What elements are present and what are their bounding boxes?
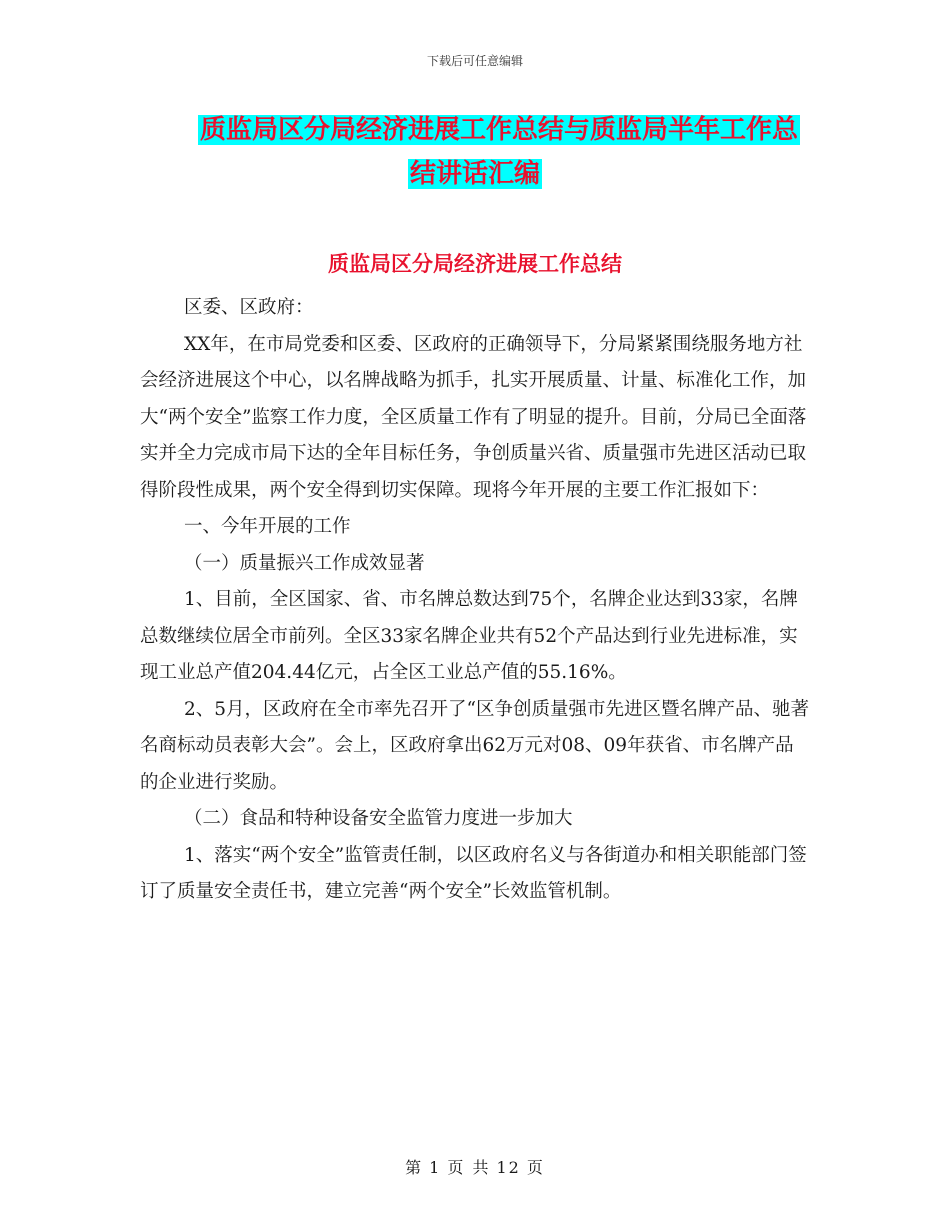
footer-prefix: 第 — [405, 1158, 424, 1177]
salutation: 区委、区政府： — [184, 297, 314, 318]
document-title-line-1 — [24, 113, 950, 147]
subheading-1: （一）质量振兴工作成效显著 — [184, 552, 425, 574]
intro-paragraph: XX年，在市局党委和区委、区政府的正确领导下，分局紧紧围绕服务地方社会经济进展这个中心，以名牌战略为抓手，扎实开展质量、计量、标准化工作，加大“两个安全”监察工作力度，全区质量工作有了明显的提升。目前，分局已全面落实并全力完成市局下达的全年目标任务，争创质量兴省、质量强市先进区活动已取得阶段性成果，两个安全得到切实保障。现将今年开展的主要工作汇报如下： — [140, 333, 807, 501]
section-title: 质监局区分局经济进展工作总结 — [328, 252, 622, 276]
subheading-2: （二）食品和特种设备安全监管力度进一步加大 — [184, 808, 573, 829]
paragraph-1: 1、目前，全区国家、省、市名牌总数达到75个，名牌企业达到33家，名牌总数继续位居全市前列。全区33家名牌企业共有52个产品达到行业先进标准，实现工业总产值204.44亿元，占全区工业总产值的55.16%。 — [140, 589, 798, 683]
document-title-line-2 — [0, 157, 950, 191]
footer-suffix: 页 — [526, 1158, 545, 1177]
page-total: 12 — [496, 1158, 521, 1177]
footer-middle: 页 共 — [447, 1158, 491, 1177]
heading-1: 一、今年开展的工作 — [184, 516, 351, 537]
document-body — [140, 290, 810, 911]
document-title-text-1: 质监局区分局经济进展工作总结与质监局半年工作总 — [199, 115, 798, 145]
paragraph-2: 2、5月，区政府在全市率先召开了“区争创质量强市先进区暨名牌产品、驰著名商标动员表彰大会”。会上，区政府拿出62万元对08、09年获省、市名牌产品的企业进行奖励。 — [140, 698, 810, 793]
page-footer — [0, 1155, 950, 1178]
header-note: 下载后可任意编辑 — [426, 54, 523, 68]
document-title-text-2: 结讲话汇编 — [409, 159, 540, 189]
paragraph-3: 1、落实“两个安全”监管责任制，以区政府名义与各街道办和相关职能部门签订了质量安全责任书，建立完善“两个安全”长效监管机制。 — [140, 844, 807, 902]
page-number: 1 — [429, 1158, 442, 1177]
